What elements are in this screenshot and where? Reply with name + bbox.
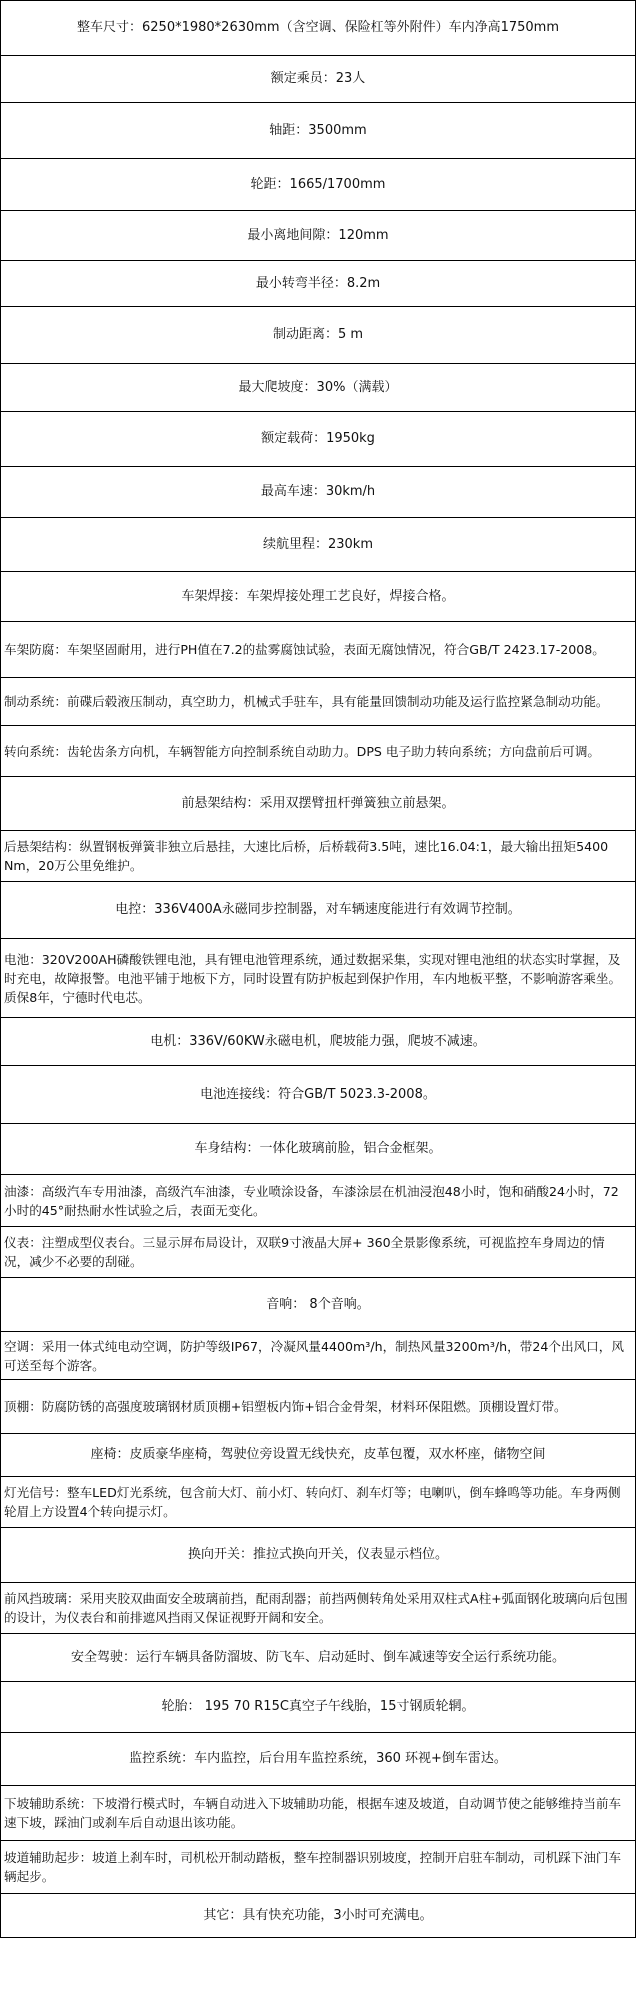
spec-text: 油漆：高级汽车专用油漆，高级汽车油漆，专业喷涂设备，车漆涂层在机油浸泡48小时，饱和硝酸24小时，72小时的45°耐热耐水性试验之后，表面无变化。 [4, 1183, 619, 1218]
spec-text: 其它：具有快充功能，3小时可充满电。 [203, 1907, 433, 1923]
spec-row-battery-cable [1, 1066, 635, 1124]
spec-row-track [1, 159, 635, 211]
spec-text: 制动系统：前碟后毂液压制动，真空助力，机械式手驻车，具有能量回馈制动功能及运行监控紧急制动功能。 [4, 694, 609, 709]
spec-row-monitoring [1, 1733, 635, 1786]
spec-row-air-conditioning [1, 1332, 635, 1380]
spec-text: 换向开关：推拉式换向开关，仪表显示档位。 [187, 1547, 448, 1562]
spec-text: 后悬架结构：纵置钢板弹簧非独立后悬挂，大速比后桥，后桥载荷3.5吨，速比16.04:1，最大输出扭矩5400 Nm，20万公里免维护。 [4, 839, 609, 873]
spec-row-range [1, 518, 635, 572]
spec-text: 续航里程：230km [262, 536, 373, 552]
spec-row-climbing [1, 364, 635, 412]
spec-row-instrument-panel [1, 1227, 635, 1278]
spec-row-ground-clearance [1, 211, 635, 261]
spec-text: 音响： 8个音响。 [266, 1296, 370, 1312]
spec-row-descent-assist [1, 1786, 635, 1841]
spec-row-seats [1, 1434, 635, 1477]
spec-text: 转向系统：齿轮齿条方向机，车辆智能方向控制系统自动助力。DPS 电子助力转向系统；方向盘前后可调。 [4, 743, 601, 759]
spec-text: 车身结构：一体化玻璃前脸，铝合金框架。 [194, 1141, 442, 1156]
spec-row-windshield [1, 1583, 635, 1634]
spec-text: 轮胎： 195 70 R15C真空子午线胎，15寸钢质轮辋。 [161, 1699, 475, 1714]
spec-text: 坡道辅助起步：坡道上刹车时，司机松开制动踏板，整车控制器识别坡度，控制开启驻车制动，司机踩下油门车辆起步。 [4, 1850, 622, 1884]
spec-text: 额定乘员：23人 [270, 71, 366, 86]
spec-row-tires [1, 1682, 635, 1733]
spec-row-braking-system [1, 678, 635, 726]
spec-row-front-suspension [1, 777, 635, 831]
spec-text: 空调：采用一体式纯电动空调，防护等级IP67，冷凝风量4400m³/h，制热风量3200m³/h，带24个出风口，风可送至每个游客。 [4, 1338, 624, 1373]
spec-row-battery [1, 939, 635, 1018]
spec-text: 前悬架结构：采用双摆臂扭杆弹簧独立前悬架。 [181, 795, 455, 811]
spec-text: 电池连接线：符合GB/T 5023.3-2008。 [200, 1086, 436, 1102]
spec-row-safe-driving [1, 1634, 635, 1682]
spec-row-audio [1, 1278, 635, 1332]
spec-row-other [1, 1894, 635, 1938]
spec-text: 座椅：皮质豪华座椅，驾驶位旁设置无线快充，皮革包覆，双水杯座，储物空间 [90, 1447, 546, 1462]
spec-text: 轴距：3500mm [269, 122, 367, 138]
spec-row-hill-start-assist [1, 1841, 635, 1894]
spec-row-rated-load [1, 412, 635, 467]
spec-row-max-speed [1, 467, 635, 518]
spec-row-turning-radius [1, 261, 635, 307]
spec-row-frame-corrosion [1, 622, 635, 678]
spec-text: 车架防腐：车架坚固耐用，进行PH值在7.2的盐雾腐蚀试验，表面无腐蚀情况，符合GB/T 2423.17-2008。 [4, 642, 605, 657]
spec-text: 顶棚：防腐防锈的高强度玻璃钢材质顶棚+铝塑板内饰+铝合金骨架，材料环保阻燃。顶棚设置灯带。 [4, 1399, 567, 1414]
spec-row-dimensions [1, 1, 635, 56]
spec-row-motor [1, 1018, 635, 1066]
spec-row-rear-suspension [1, 831, 635, 882]
spec-row-roof [1, 1380, 635, 1434]
spec-text: 灯光信号：整车LED灯光系统，包含前大灯、前小灯、转向灯、刹车灯等；电喇叭，倒车蜂鸣等功能。车身两侧轮眉上方设置4个转向提示灯。 [4, 1485, 621, 1519]
spec-text: 制动距离：5 m [272, 327, 364, 342]
spec-text: 电控：336V400A永磁同步控制器，对车辆速度能进行有效调节控制。 [115, 902, 521, 917]
spec-row-frame-welding [1, 572, 635, 622]
spec-text: 额定载荷：1950kg [261, 431, 375, 446]
spec-row-controller [1, 882, 635, 939]
spec-row-wheelbase [1, 103, 635, 159]
spec-row-steering [1, 726, 635, 777]
spec-row-braking-distance [1, 307, 635, 364]
spec-text: 下坡辅助系统：下坡滑行模式时，车辆自动进入下坡辅助功能，根据车速及坡道，自动调节使之能够维持当前车速下坡，踩油门或刹车后自动退出该功能。 [4, 1796, 622, 1830]
spec-text: 最小离地间隙：120mm [247, 227, 389, 243]
spec-text: 仪表：注塑成型仪表台。三显示屏布局设计，双联9寸液晶大屏+ 360全景影像系统，可视监控车身周边的情况，减少不必要的刮碰。 [4, 1235, 605, 1269]
spec-text: 轮距：1665/1700mm [250, 176, 386, 192]
spec-text: 车架焊接：车架焊接处理工艺良好，焊接合格。 [181, 588, 455, 604]
spec-text: 电池：320V200AH磷酸铁锂电池，具有锂电池管理系统，通过数据采集，实现对锂电池组的状态实时掌握，及时充电，故障报警。电池平铺于地板下方，同时设置有防护板起到保护作用，车内地板平整，不影响游客乘坐。 质保8年，宁德时代电芯。 [4, 951, 622, 1005]
spec-text: 整车尺寸：6250*1980*2630mm（含空调、保险杠等外附件）车内净高1750mm [77, 20, 559, 35]
spec-text: 最高车速：30km/h [260, 484, 376, 499]
spec-row-paint [1, 1175, 635, 1227]
spec-row-body-structure [1, 1124, 635, 1175]
spec-text: 最大爬坡度：30%（满载） [238, 379, 398, 395]
spec-text: 前风挡玻璃：采用夹胶双曲面安全玻璃前挡，配雨刮器；前挡两侧转角处采用双柱式A柱+弧面钢化玻璃向后包围的设计，为仪表台和前排遮风挡雨又保证视野开阔和安全。 [4, 1591, 628, 1625]
spec-text: 最小转弯半径：8.2m [255, 275, 381, 291]
spec-text: 安全驾驶：运行车辆具备防溜坡、防飞车、启动延时、倒车减速等安全运行系统功能。 [70, 1649, 565, 1665]
spec-row-seating [1, 56, 635, 103]
spec-row-lighting [1, 1477, 635, 1528]
spec-text: 监控系统：车内监控，后台用车监控系统，360 环视+倒车雷达。 [129, 1751, 507, 1766]
spec-text: 电机：336V/60KW永磁电机，爬坡能力强，爬坡不减速。 [150, 1033, 486, 1049]
spec-row-shift-switch [1, 1528, 635, 1583]
